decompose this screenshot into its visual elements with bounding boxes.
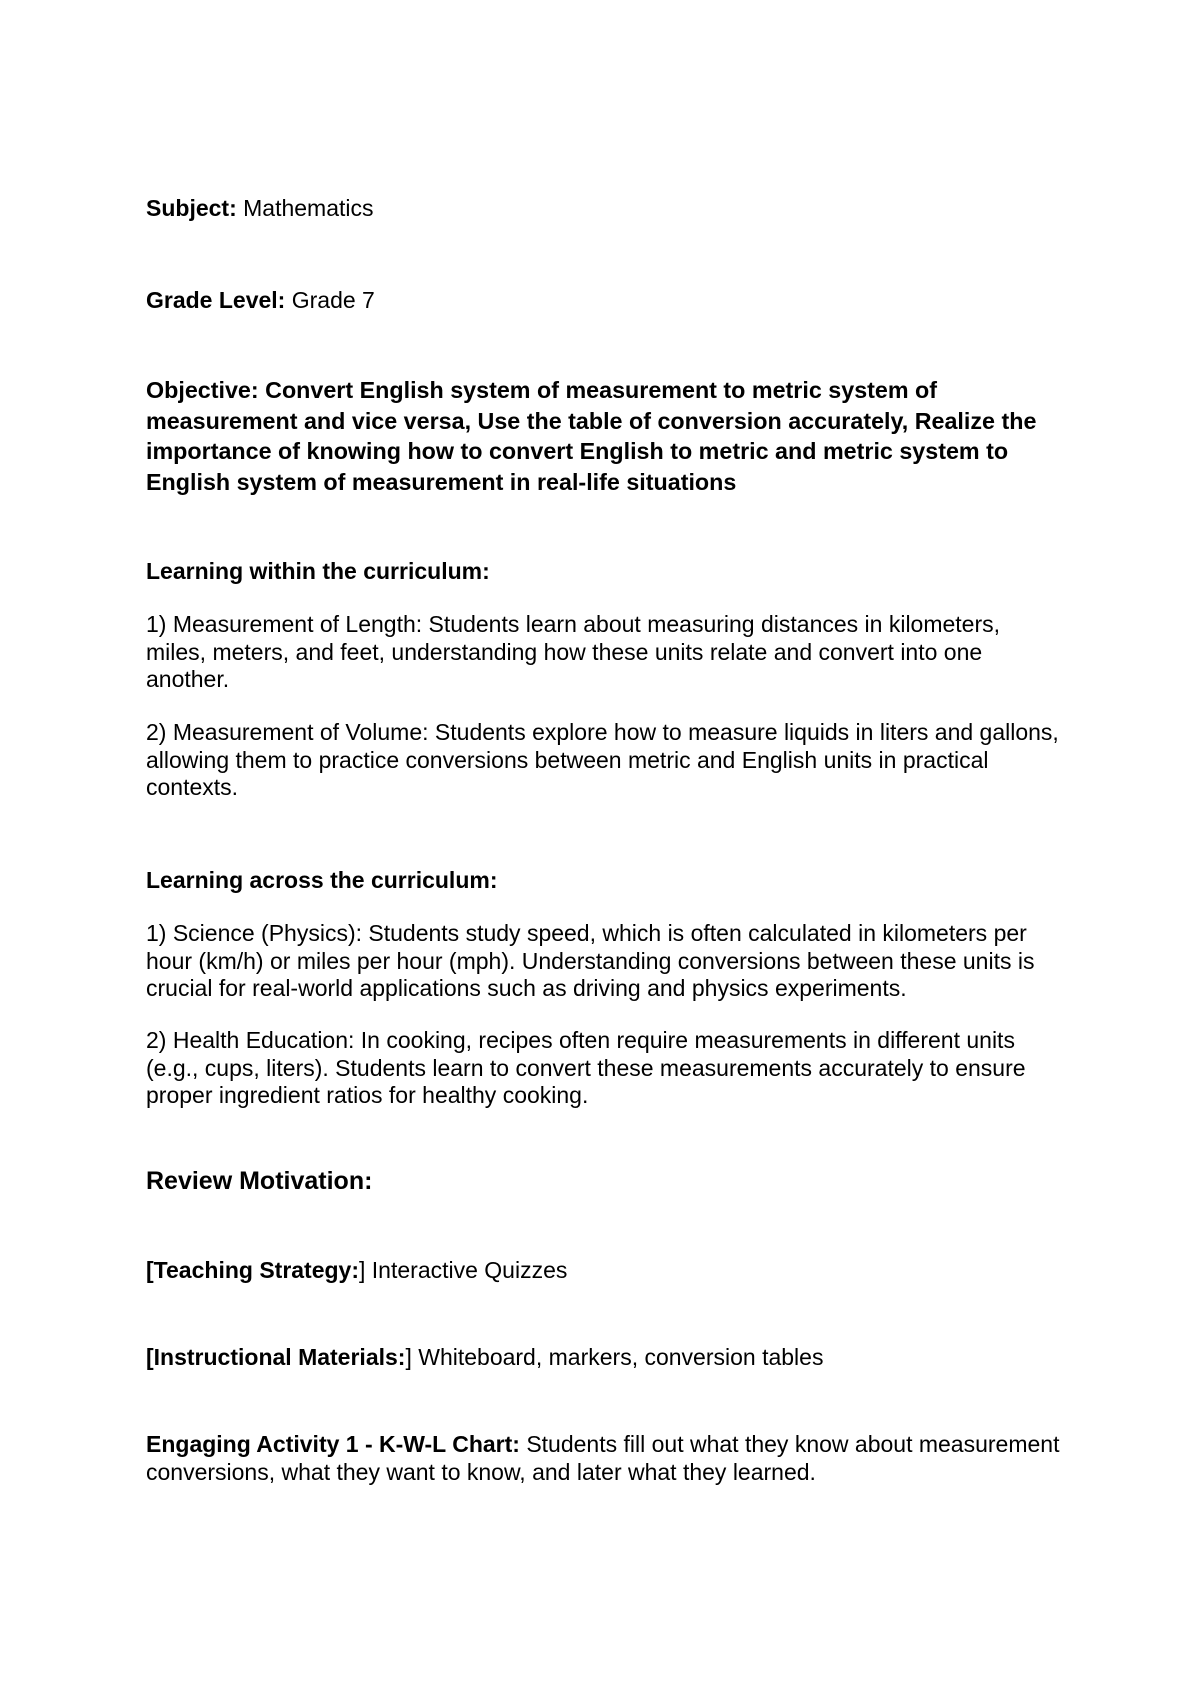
instructional-materials-line [146, 1343, 1066, 1371]
engaging-activity-paragraph [146, 1431, 1066, 1486]
teaching-strategy-value: Interactive Quizzes [365, 1257, 568, 1283]
subject-label: Subject: [146, 195, 237, 221]
objective-label: Objective: [146, 377, 259, 403]
subject-value: Mathematics [236, 195, 374, 221]
materials-close-bracket: ] [405, 1344, 412, 1370]
subject-line [146, 194, 1066, 222]
grade-level-label: Grade Level: [146, 287, 286, 313]
instructional-materials-value: Whiteboard, markers, conversion tables [411, 1344, 824, 1370]
grade-level-line [146, 286, 1066, 314]
review-motivation-heading: Review Motivation: [146, 1167, 373, 1195]
grade-level-value: Grade 7 [285, 287, 375, 313]
materials-open-bracket: [ [146, 1344, 154, 1370]
learning-across-item-1: 1) Science (Physics): Students study speed, which is often calculated in kilometers per hour (km/h) or miles per hour (mph). Understanding conversions between these units is crucial for real-world applications such as driving and physics experiments. [146, 920, 1035, 1001]
strategy-close-bracket: ] [359, 1257, 366, 1283]
objective-paragraph [146, 375, 1066, 497]
teaching-strategy-line [146, 1256, 1066, 1284]
teaching-strategy-label: Teaching Strategy: [153, 1257, 360, 1283]
objective-text: Convert English system of measurement to metric system of measurement and vice versa, Use the table of conversion accurately, Realize the importance of knowing how to convert English to metric and metric system to English system of measurement in real-life situations [146, 377, 1037, 495]
learning-within-heading: Learning within the curriculum: [146, 558, 490, 584]
learning-across-heading: Learning across the curriculum: [146, 867, 498, 893]
strategy-open-bracket: [ [146, 1257, 154, 1283]
engaging-activity-label: Engaging Activity 1 - K-W-L Chart: [146, 1431, 520, 1457]
engaging-activity-text: Students fill out what they know about measurement conversions, what they want to know, and later what they learned. [146, 1431, 1060, 1485]
instructional-materials-label: Instructional Materials: [153, 1344, 406, 1370]
learning-across-item-2: 2) Health Education: In cooking, recipes often require measurements in different units (e.g., cups, liters). Students learn to convert these measurements accurately to ensure proper ingredient ratios for healthy cooking. [146, 1027, 1026, 1108]
learning-within-item-1: 1) Measurement of Length: Students learn about measuring distances in kilometers, miles, meters, and feet, understanding how these units relate and convert into one another. [146, 611, 1001, 692]
learning-within-item-2: 2) Measurement of Volume: Students explore how to measure liquids in liters and gallons, allowing them to practice conversions between metric and English units in practical contexts. [146, 719, 1059, 800]
